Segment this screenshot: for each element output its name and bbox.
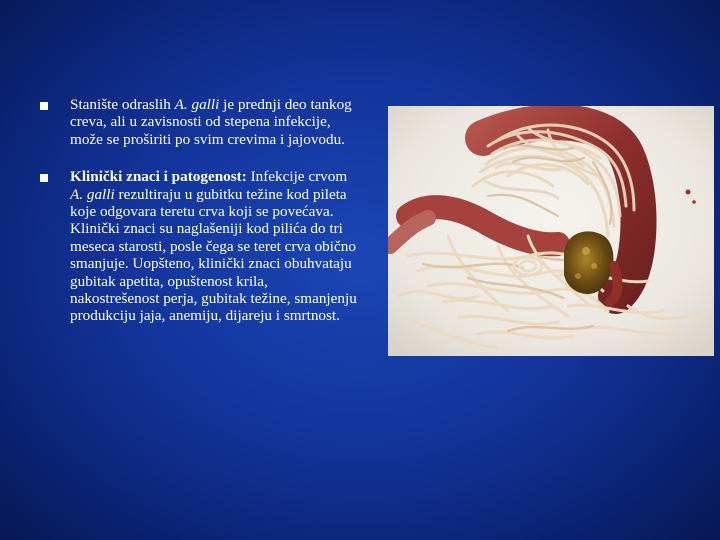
bullet-list (40, 96, 360, 325)
bullet-item-habitat (40, 96, 360, 148)
roundworm-photo (388, 106, 714, 356)
species-name: A. galli (70, 185, 115, 203)
bullet-text-habitat (70, 96, 360, 148)
square-bullet-icon (40, 102, 48, 110)
clinical-signs-heading: Klinički znaci i patogenost: (70, 168, 247, 186)
text-run: rezultiraju u gubitku težine kod pileta koje odgovara teretu crva koji se povećava. Klinički znaci su naglašeniji kod pilića do tri meseca starosti, posle čega se teret crva obično smanjuje. Uopšteno, klinički znaci obuhvataju gubitak apetita, opuštenost krila, nakostrešenost perja, gubitak težine, smanjenju produkciju jaja, anemiju, dijareju i smrtnost. (70, 185, 357, 325)
square-bullet-icon (40, 174, 48, 182)
species-name: A. galli (174, 96, 220, 113)
bullet-text-clinical-signs (70, 168, 360, 325)
text-run: je prednji deo tankog creva, ali u zavisnosti od stepena infekcije, može se proširiti po svim crevima i jajovodu. (70, 96, 352, 148)
text-run: Stanište odraslih (70, 96, 175, 113)
text-run: Infekcije crvom (246, 168, 348, 186)
bullet-item-clinical-signs (40, 168, 360, 325)
